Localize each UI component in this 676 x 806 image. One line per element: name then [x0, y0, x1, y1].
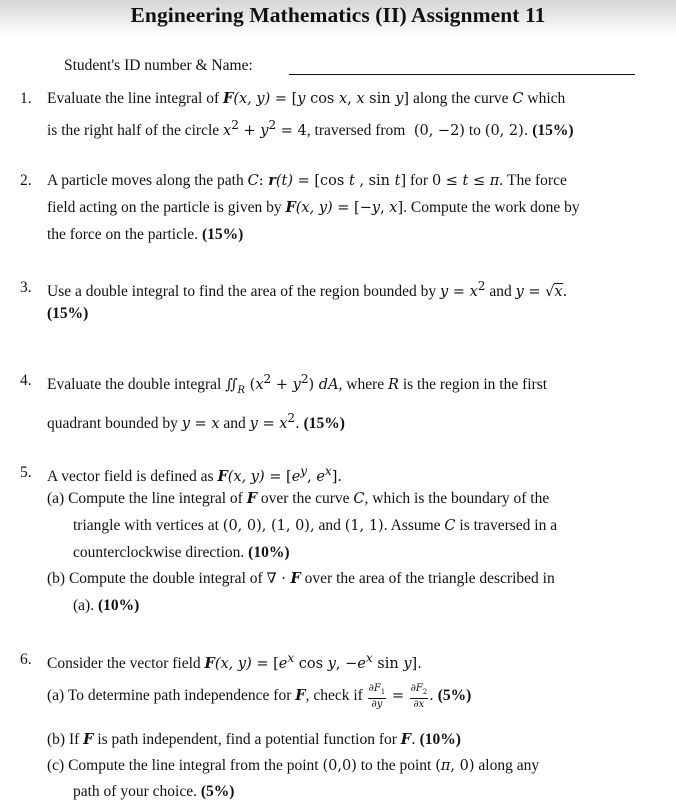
text-fragment: . Assume	[383, 517, 441, 534]
problem-text: Evaluate the line integral of F(x, y) = [y cos x, x sin y] along the curve C which	[47, 90, 566, 107]
subpart-a-cont	[73, 544, 290, 562]
math-expression: R	[388, 376, 399, 393]
math-expression: (	[435, 758, 441, 774]
problem-text: field acting on the particle is given by F(x, y) = [−y, x]. Compute the work done by	[47, 199, 580, 216]
points-label: (15%)	[532, 121, 574, 139]
text-fragment: is the right half of the circle	[47, 121, 220, 139]
text-fragment: . The force	[499, 172, 567, 189]
page-title: Engineering Mathematics (II) Assignment 11	[130, 3, 546, 27]
text-fragment: along any	[478, 757, 540, 774]
text-fragment: triangle with vertices at	[73, 517, 219, 534]
text-fragment: over the curve	[260, 490, 350, 507]
partial-fraction: $\frac{\partial F_1}{\partial y}$	[368, 683, 386, 710]
problem-text: Consider the vector field F(x, $y) = [e^x$ cos y, $-e^x$ sin y].	[47, 651, 422, 672]
text-fragment: Use a double integral to find the area of the region bounded by	[47, 282, 437, 300]
text-fragment: to the point	[360, 757, 432, 774]
problem-text: A vector field is defined as F(x, $y) = [e^y$, $e^x$].	[47, 464, 343, 485]
text-fragment: . Compute the work done by	[403, 199, 580, 216]
points-label: (10%)	[97, 597, 140, 614]
text-fragment: , where	[338, 375, 385, 393]
math-expression: C	[444, 518, 456, 534]
subpart-c: (c) Compute the line integral from the point (0,0) to the point (π, 0) along any	[47, 757, 540, 774]
math-expression: y	[249, 415, 258, 432]
math-expression: (1, 1)	[344, 518, 384, 534]
math-expression: F	[295, 687, 306, 705]
subpart-label: (a)	[47, 490, 65, 507]
partial-fraction: $\frac{\partial F_2}{\partial x}$	[410, 683, 428, 710]
problem-text: Use a double integral to find the area of the region bounded by $y = x^2$ and y = √x.	[47, 279, 568, 300]
text-fragment: Compute the line integral from the point	[68, 757, 319, 774]
points-label: (5%)	[200, 783, 235, 800]
math-expression: F(x, y)	[204, 654, 252, 672]
text-fragment: and	[223, 414, 246, 432]
text-fragment: To determine path independence for	[67, 687, 292, 705]
points-label: (10%)	[248, 544, 290, 561]
subpart-label: (c)	[47, 757, 65, 774]
text-fragment: counterclockwise direction.	[73, 544, 245, 561]
math-expression: C	[247, 173, 259, 189]
points-label: (15%)	[47, 305, 89, 322]
math-expression: F(x, y)	[217, 467, 265, 485]
text-fragment: (a).	[73, 597, 95, 614]
math-expression: ∇ ·	[266, 571, 291, 587]
problem-number: 3.	[20, 279, 32, 296]
math-expression: y	[181, 415, 190, 432]
text-fragment: is path independent, find a potential function for	[97, 731, 397, 748]
math-expression: F(x, y)	[285, 199, 333, 216]
math-expression: x	[223, 122, 232, 139]
math-expression: (0, −2)	[409, 122, 465, 139]
text-fragment: path of your choice.	[73, 783, 197, 800]
math-expression: F	[246, 490, 258, 507]
subpart-a-cont	[73, 517, 557, 535]
subpart-a	[47, 490, 549, 508]
text-fragment: Compute the double integral of	[68, 570, 263, 587]
subpart-a: (a) To determine path independence for F, check if $\frac{\partial F_1}{\partial y}$ = $\frac{\partial F_2}{\partial x}$ . (5%)	[47, 683, 472, 710]
text-fragment: over the area of the triangle described in	[304, 570, 555, 587]
problem-text: is the right half of the circle $x^2 + y^2 = 4$, traversed from (0, −2) to (0, 2). (15%)	[47, 118, 574, 139]
math-expression: (0, 0), (1, 0),	[222, 518, 315, 534]
problem-text: A particle moves along the path C: r(t) = [cos t , sin t] for 0 ≤ t ≤ π. The force	[47, 172, 567, 189]
problem-text	[47, 226, 243, 244]
text-fragment: field acting on the particle is given by	[47, 199, 282, 216]
text-fragment: A vector field is defined as	[47, 467, 214, 485]
text-fragment: along the curve	[412, 90, 509, 107]
math-expression: $∬_R$	[225, 376, 246, 396]
points-label: (15%)	[303, 414, 345, 432]
text-fragment: Evaluate the double integral	[47, 375, 222, 393]
subpart-label: (b)	[47, 570, 66, 587]
text-fragment: to	[468, 121, 481, 139]
text-fragment: Consider the vector field	[47, 654, 201, 672]
text-fragment: , traversed from	[306, 121, 406, 139]
text-fragment: the force on the particle.	[47, 226, 199, 243]
problem-number: 2.	[20, 172, 32, 189]
math-expression: C	[353, 491, 365, 507]
student-id-label: Student's ID number & Name:	[64, 57, 253, 74]
math-expression: (0, 2).	[484, 122, 529, 139]
subpart-b-cont	[73, 597, 139, 615]
subpart-label: (b)	[47, 731, 66, 748]
problem-number: 4.	[20, 372, 32, 389]
subpart-b: (b) Compute the double integral of ∇ · F over the area of the triangle described in	[47, 570, 555, 587]
text-fragment: and	[489, 282, 512, 300]
math-expression: F(x, y)	[223, 90, 271, 107]
text-fragment: Compute the line integral of	[68, 490, 243, 507]
problem-text: quadrant bounded by y = x and $y = x^2$. (15%)	[47, 411, 345, 432]
subpart-label: (a)	[47, 687, 65, 705]
text-fragment: for	[410, 172, 429, 189]
math-expression: F	[400, 731, 412, 748]
points-label: (10%)	[419, 731, 461, 748]
math-expression: y	[515, 283, 524, 300]
problem-text	[47, 305, 88, 323]
subpart-c-cont	[73, 783, 234, 801]
text-fragment: is the region in the first	[402, 375, 548, 393]
points-label: (15%)	[201, 226, 244, 243]
text-fragment: is traversed in a	[459, 517, 558, 534]
math-expression: y	[439, 283, 449, 300]
text-fragment: and	[318, 517, 341, 534]
text-fragment: quadrant bounded by	[47, 414, 178, 432]
text-fragment: If	[68, 731, 80, 748]
text-fragment: , check if	[305, 687, 363, 705]
math-expression: (0,0)	[322, 758, 357, 774]
math-expression: C	[512, 91, 524, 107]
text-fragment: A particle moves along the path	[47, 172, 244, 189]
problem-number: 6.	[20, 651, 32, 668]
subpart-b: (b) If F is path independent, find a potential function for F. (10%)	[47, 731, 461, 748]
student-id-blank	[289, 74, 635, 75]
points-label: (5%)	[437, 687, 472, 705]
text-fragment: Evaluate the line integral of	[47, 90, 220, 107]
math-expression: 0 ≤	[431, 173, 463, 189]
math-expression: F	[83, 731, 94, 748]
problem-number: 1.	[20, 90, 32, 107]
problem-number: 5.	[20, 464, 32, 481]
text-fragment: , which is the boundary of the	[364, 490, 550, 507]
problem-text: Evaluate the double integral $∬_R$ $(x^2 + y^2)$ dA, where R is the region in the first	[47, 372, 548, 396]
text-fragment: which	[527, 90, 566, 107]
